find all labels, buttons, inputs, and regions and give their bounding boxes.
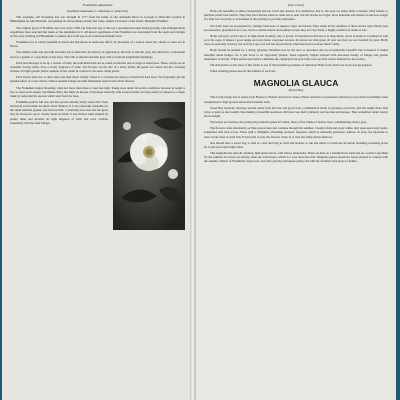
paragraph: The Franklinia begins blooming when not more than three or four feet high. Young trees under favorable conditions increase in height a foot or more each season. Specimens thirty feet high are known. It develops naturally with several trunks, but may easily be trained to a single trunk by removing the sprouts which start from the base. (10, 85, 185, 98)
paragraph: Franklinia tree is rarely beautiful in detail and marvelous in landscape effect; its blossoms of a season when few shrubs or trees are in flower. (10, 40, 185, 49)
paragraph: The original grove of Franklin trees was cut in 1790, but from that day to this not a specimen has been found growing wild although many expeditions have searched the banks of the Altamaha for it. All known specimens of the Franklinia are descended from the seeds and cuttings of this early planting in Philadelphia a century and a half ago in an overlooked middle lawn. (10, 25, 185, 38)
paragraph: This magnolia has smooth, leathery, light green leaves, with silvery undersides. These are held on a beautiful tree form and are a perfect specimen for the summer. Its leaves are silvery when the wind blows, which is a very attractive trait. Magnolia glauca should be freely planted to contrast with the autumn crimson of Franklinia, dogwoods, and other glowing deciduous plants and with the steadfast dark green of hollies. (204, 151, 389, 164)
paragraph: Holly, the beautiful, is almost universally known, loved and desired. It is distinctive, that is, the trees are either male or female. Only female or pistillate plants bear berries. They may have berries when no male tree is near, but the berries are larger, more abundant and remain on the trees longer if a male tree is nearby or is included in the planting to provide pollination. (204, 9, 388, 22)
right-page (196, 0, 396, 400)
paragraph: Sweet Bay naturally develops several stems from the base and grows into a symmetrical shrub of pleasing oval form, with the height more than twice as great as the breadth; thus making a beautiful specimen. Old trees lose their symmetry and become picturesque. They sometimes attain twenty feet in height. (204, 105, 388, 118)
franklinia-synonyms: (Gordonia alatamaha, G. Altamaha, G. pubescens) (66, 9, 129, 14)
franklinia-flower-image (113, 102, 185, 230)
paragraph: The leaves are lustrous, the young twigs emerald green all winter; those of the trunks of mature trees, a shimmering silvery grey. (210, 120, 367, 125)
paragraph: Holly should be planted for a living, glowing Christmas tree by the door or anywhere that an exceptionally beautiful tree is desired. It makes beautiful dense hedges, for it just loves to be vigorously pruned. Trees regularly clipped respond with increased beauty of foliage and greater abundance of berries. When pruned just before Christmas the clippings from your holly trees provide choice material for decoration. (204, 48, 388, 61)
left-page (2, 0, 190, 400)
franklinia-photo (113, 102, 185, 230)
paragraph: Each flower lasts two or three days and then drops cleanly. There is a constant succession of bloom till hard frost. We frequently get the unusual effect of a tree clad in crimson autumn foliage and still abundantly starred with white flowers. (10, 75, 185, 84)
paragraph: The illustration on the front of this folder is one of the beautiful specimens of American Holly from which our stock was propagated. (210, 62, 373, 67)
paragraph: Holly will grow well in sun or in light shade in sandy, clay or gravel. It luxuriates in full sun or in deep shade, and is at home in woodland as well as in the open. It makes a good hedge and even better evergreen screens. Its leaves are dark green all year and they are not troubled by pests. Holly trees are generally in heavy use as from Cape Cod and has proven hardy when moved in locations much colder. (204, 33, 388, 47)
paragraph: The slender trunk and graceful branches are as muscular and sinewy in appearance; the bark is smooth, gray and attractive; a handsome tree for a garden or a specimen on the lawn. The bark is smooth and dark gray with occasional longitudinal markings. (10, 50, 185, 59)
magnolia-subtitle: (Sweet Bay) (288, 88, 304, 93)
paragraph: This exquisite, fall flowering tree was brought in 1777 from the banks of the Altamaha River in Georgia to Bartram's Garden in Philadelphia by John Bartram, recognizing its extraordinary beauty and value, named it in honor of his friend, Benjamin Franklin. (10, 15, 185, 24)
paragraph: When ordering please specify the number of each sex. (210, 69, 277, 74)
paragraph: Each bud develops at its tip a cluster of buds; the individual buds are as round as marbles and as large as small peas. These, which are an exquisite creamy white, have a lovely fragrance of wine. The flowers are the size of a silver dollar; the petals are curled and the crowning clusters of bright golden yellow stamens in the center in contrast to the snow white petals. (10, 60, 185, 74)
paragraph: Franklinia prefers full sun and has proven entirely hardy about New York and hardy in favorable locations above Boston. It is not especially desirable for the small intimate garden, and lived in N.B. a charming lawn tree and the grass may be allowed to grow closely about its trunk. It also thrives when planted by ponds, lakes and streams. Its light elegance of form and color contrast exquisitely with the dark foliage. (10, 99, 108, 125)
holly-header: (See Cover) (287, 3, 305, 7)
paragraph: One should have a sweet bay, to tend or a leaf and twig to twirl and breathe, to rub and smell, to brush and its lemon breathing spreading in the air to the broad and bright cheer. (204, 140, 388, 149)
paragraph: Our holly trees are propagated by cuttings from trees of superior vigor and beauty. They retain all the qualities of those choice trees. Holly trees are nonnative, guaranteed as to sex, and for central eastern and southern states, they are very hardy, a highly satisfactory shrub or tree. (204, 23, 388, 32)
franklinia-header: Franklinia alatamaha (82, 3, 113, 7)
paragraph: This lovely bushy tree is native from Boston to Florida and west to Texas. Plants started in our nurseries with heavy roots thrive beautifully when transplanted to high ground and in much harsher soils. (204, 95, 388, 104)
paragraph: The flowers come abundantly on May-grown trees and continue through the summer. Creamy white and waxy-white, they open upon leafy stems, sometimes half inch across. These spill a delightful, refreshing aromatic fragrance which is unusually persistent. Almost all trees, the blossoms to show in late June or early July. Even in the woods, the flowers clean, in or near the damp and in shadows. (204, 126, 388, 139)
magnolia-title: MAGNOLIA GLAUCA (253, 78, 339, 89)
